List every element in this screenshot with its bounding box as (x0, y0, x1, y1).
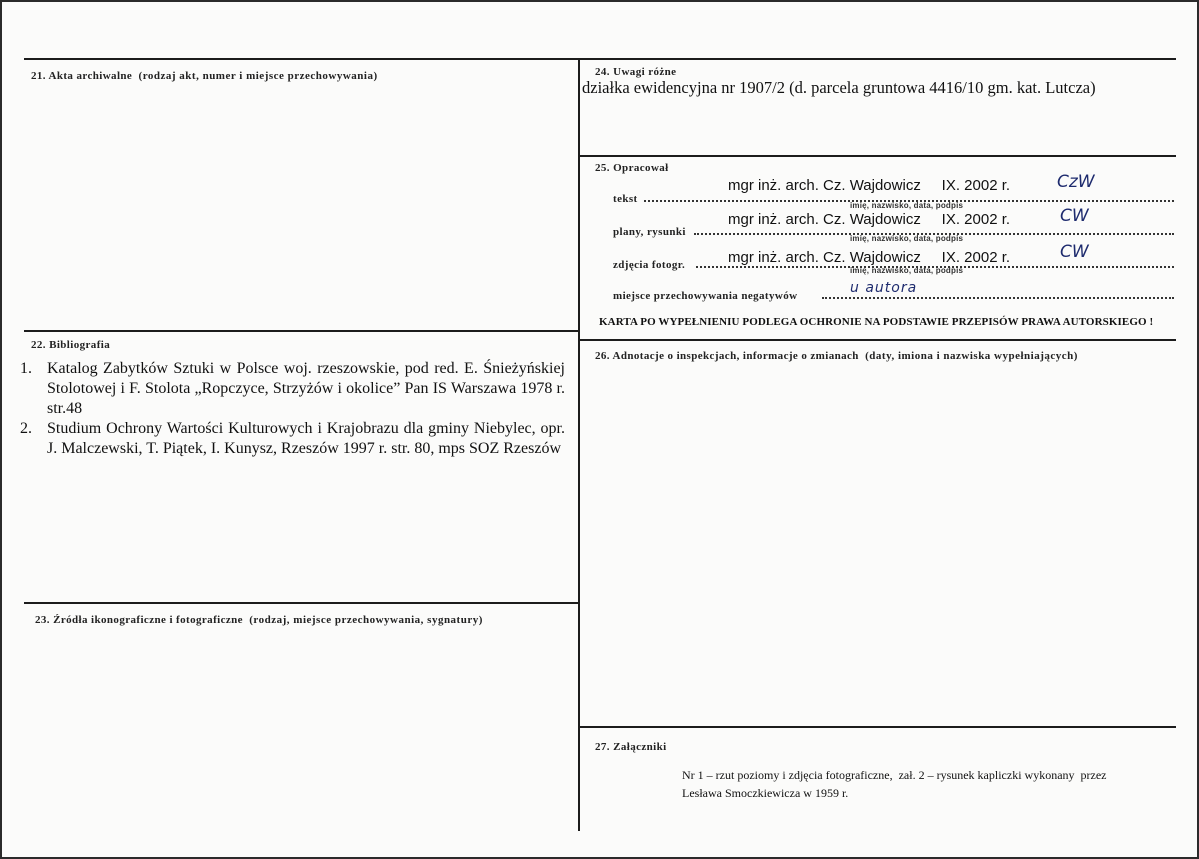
remarks-text: działka ewidencyjna nr 1907/2 (d. parcela gruntowa 4416/10 gm. kat. Lutcza) (582, 78, 1096, 97)
author-value: mgr inż. arch. Cz. Wajdowicz IX. 2002 r. (728, 211, 1011, 228)
author-row-label: plany, rysunki (613, 226, 686, 238)
top-rule (24, 58, 1176, 60)
column-divider (578, 58, 580, 831)
section-23-note: (rodzaj, miejsce przechowywania, sygnatury) (249, 614, 483, 626)
attachments-line-2: Lesława Smoczkiewicza w 1959 r. (682, 786, 849, 800)
copyright-warning: KARTA PO WYPEŁNIENIU PODLEGA OCHRONIE NA PODSTAWIE PRZEPISÓW PRAWA AUTORSKIEGO ! (599, 316, 1154, 328)
divider-24-25 (579, 155, 1176, 157)
bibliography-item (20, 359, 565, 419)
section-22-label: 22. Bibliografia (31, 339, 111, 351)
section-26-note: (daty, imiona i nazwiska wypełniających) (865, 350, 1078, 362)
field-caption: imię, nazwisko, data, podpis (850, 234, 964, 243)
bibliography-item (20, 419, 565, 459)
bibliography-item-number: 2. (20, 420, 32, 437)
section-21-label (31, 70, 378, 82)
author-value: mgr inż. arch. Cz. Wajdowicz IX. 2002 r. (728, 177, 1011, 194)
negatives-value: u autora (850, 280, 918, 296)
signature-mark: CzW (1057, 172, 1095, 192)
signature-mark: CW (1060, 242, 1089, 262)
divider-22-23 (24, 602, 579, 604)
bibliography-item-number: 1. (20, 360, 32, 377)
section-27-label: 27. Załączniki (595, 741, 667, 753)
signature-mark: CW (1060, 206, 1089, 226)
bibliography-item-text: Studium Ochrony Wartości Kulturowych i Krajobrazu dla gminy Niebylec, opr. J. Malczewski, T. Piątek, I. Kunysz, Rzeszów 1997 r. str. 80, mps SOZ Rzeszów (47, 420, 565, 457)
field-caption: imię, nazwisko, data, podpis (850, 266, 964, 275)
bibliography-item-text: Katalog Zabytków Sztuki w Polsce woj. rzeszowskie, pod red. E. Śnieżyńskiej Stolotowej i F. Stolota „Ropczyce, Strzyżów i okolice” Pan IS Warszawa 1978 r. str.48 (47, 360, 565, 417)
section-25-label: 25. Opracował (595, 162, 669, 174)
section-26-title: 26. Adnotacje o inspekcjach, informacje o zmianach (595, 350, 859, 362)
attachments-line-1: Nr 1 – rzut poziomy i zdjęcia fotograficzne, zał. 2 – rysunek kapliczki wykonany przez (682, 768, 1107, 782)
section-26-label (595, 350, 1078, 362)
dotted-line (822, 297, 1174, 299)
section-21-note: (rodzaj akt, numer i miejsce przechowywania) (138, 70, 378, 82)
divider-21-22 (24, 330, 579, 332)
divider-26-27 (579, 726, 1176, 728)
author-row-label: zdjęcia fotogr. (613, 259, 686, 271)
field-caption: imię, nazwisko, data, podpis (850, 201, 964, 210)
section-23-label (35, 614, 483, 626)
bibliography-list (20, 359, 565, 459)
author-value: mgr inż. arch. Cz. Wajdowicz IX. 2002 r. (728, 249, 1011, 266)
negatives-label: miejsce przechowywania negatywów (613, 290, 798, 302)
section-24-label: 24. Uwagi różne (595, 66, 677, 78)
author-row-label: tekst (613, 193, 638, 205)
divider-25-26 (579, 339, 1176, 341)
section-21-title: 21. Akta archiwalne (31, 70, 133, 82)
section-23-title: 23. Źródła ikonograficzne i fotograficzne (35, 614, 243, 626)
